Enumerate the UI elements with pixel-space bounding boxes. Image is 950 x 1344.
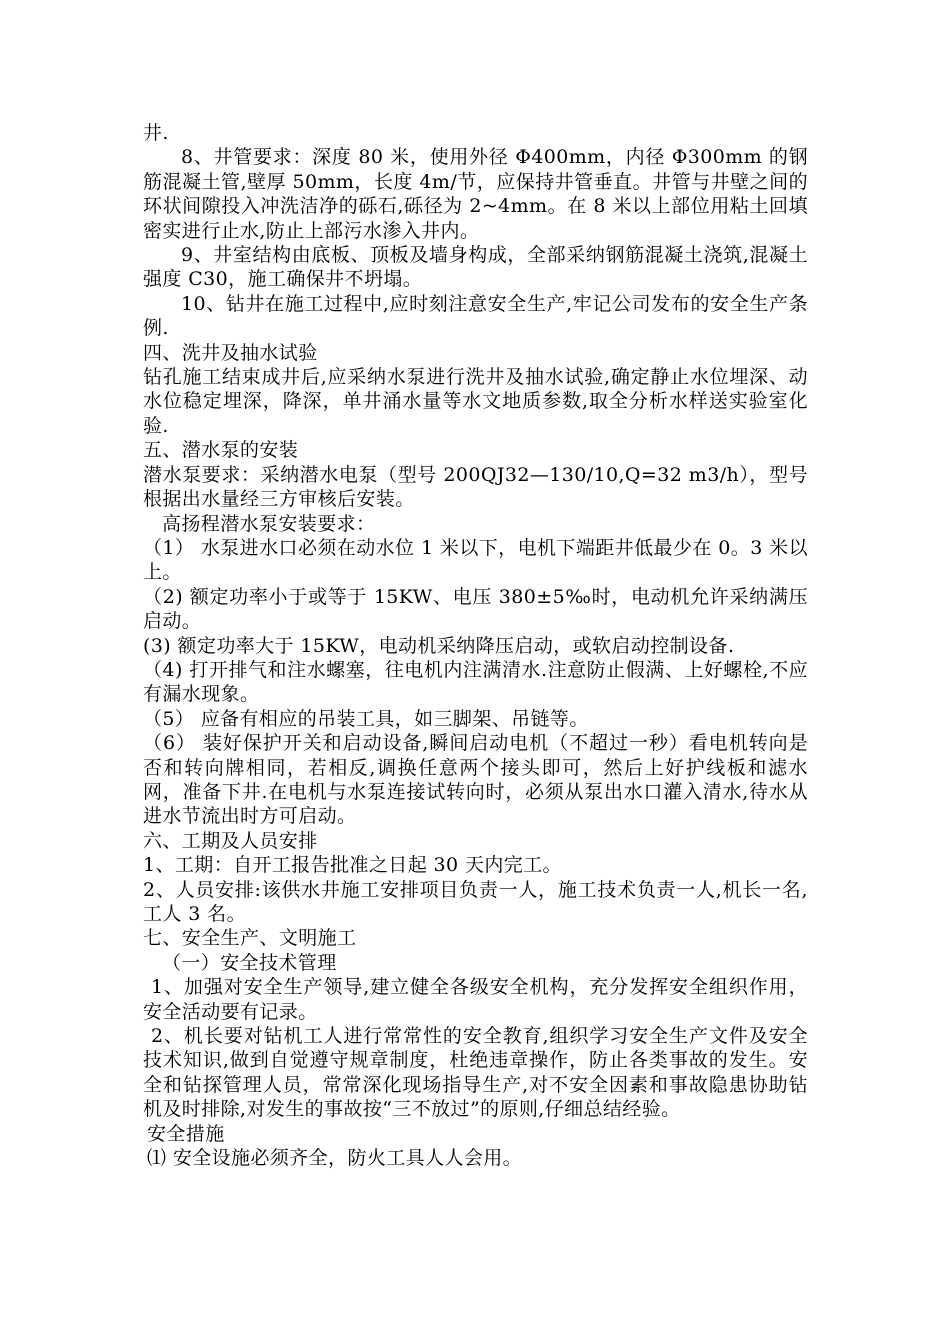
- paragraph-well-pipe-requirements: 8、井管要求：深度 80 米，使用外径 Φ400mm，内径 Φ300mm 的钢筋混凝土管,壁厚 50mm，长度 4m/节，应保持井管垂直。井管与井壁之间的环状间隙投入冲洗洁净的砾石,砾径为 2~4mm。在 8 米以上部位用粘土回填密实进行止水,防止上部污水渗入井内。: [143, 146, 808, 242]
- list-item-pump-5: （5） 应备有相应的吊装工具，如三脚架、吊链等。: [143, 707, 589, 730]
- subsection-heading-safety-tech-management: （一）安全技术管理: [162, 951, 337, 974]
- paragraph-well-end: 井.: [143, 122, 169, 144]
- section-heading-pump-installation: 五、潜水泵的安装: [143, 439, 299, 462]
- paragraph-staffing: 2、人员安排:该供水井施工安排项目负责一人，施工技术负责一人,机长一名,工人 3 名。: [143, 878, 808, 925]
- list-item-pump-3: (3) 额定功率大于 15KW，电动机采纳降压启动，或软启动控制设备.: [143, 634, 735, 657]
- paragraph-high-lift-pump-heading: 高扬程潜水泵安装要求：: [162, 512, 376, 535]
- paragraph-schedule: 1、工期：自开工报告批准之日起 30 天内完工。: [143, 854, 562, 877]
- paragraph-pump-requirements: 潜水泵要求：采纳潜水电泵（型号 200QJ32—130/10,Q=32 m3/h），型号根据出水量经三方审核后安装。: [143, 463, 808, 511]
- list-item-pump-4: （4) 打开排气和注水螺塞，往电机内注满清水.注意防止假满、上好螺栓,不应有漏水现象。: [143, 658, 808, 706]
- section-heading-well-washing: 四、洗井及抽水试验: [143, 341, 318, 364]
- list-item-safety-measure-1: ⑴ 安全设施必须齐全，防火工具人人会用。: [147, 1147, 523, 1170]
- paragraph-safety-leadership: 1、加强对安全生产领导,建立健全各级安全机构，充分发挥安全组织作用，安全活动要有记录。: [143, 976, 808, 1023]
- subsection-heading-safety-measures: 安全措施: [147, 1122, 225, 1145]
- list-item-pump-2: （2) 额定功率小于或等于 15KW、电压 380±5‰时，电动机允许采纳满压启动。: [143, 585, 808, 633]
- section-heading-schedule-staffing: 六、工期及人员安排: [143, 829, 318, 852]
- paragraph-drilling-safety: 10、钻井在施工过程中,应时刻注意安全生产,牢记公司发布的安全生产条例.: [143, 292, 808, 340]
- list-item-pump-6: （6） 装好保护开关和启动设备,瞬间启动电机（不超过一秒）看电机转向是否和转向牌相同，若相反,调换任意两个接头即可，然后上好护线板和滤水网，准备下井.在电机与水泵连接试转向时，必须从泵出水口灌入清水,待水从进水节流出时方可启动。: [143, 732, 808, 828]
- paragraph-safety-education: 2、机长要对钻机工人进行常常性的安全教育,组织学习安全生产文件及安全技术知识,做到自觉遵守规章制度，杜绝违章操作，防止各类事故的发生。安全和钻探管理人员，常常深化现场指导生产,对不安全因素和事故隐患协助钻机及时排除,对发生的事故按“三不放过”的原则,仔细总结经验。: [143, 1025, 808, 1121]
- document-body: [143, 121, 808, 1170]
- paragraph-well-washing: 钻孔施工结束成井后,应采纳水泵进行洗井及抽水试验,确定静止水位埋深、动水位稳定埋深，降深，单井涌水量等水文地质参数,取全分析水样送实验室化验.: [143, 366, 808, 437]
- section-heading-safety-production: 七、安全生产、文明施工: [143, 927, 357, 950]
- list-item-pump-1: （1） 水泵进水口必须在动水位 1 米以下，电机下端距井低最少在 0。3 米以上。: [143, 536, 808, 584]
- paragraph-well-chamber-structure: 9、井室结构由底板、顶板及墙身构成，全部采纳钢筋混凝土浇筑,混凝土强度 C30，施工确保井不坍塌。: [143, 244, 808, 291]
